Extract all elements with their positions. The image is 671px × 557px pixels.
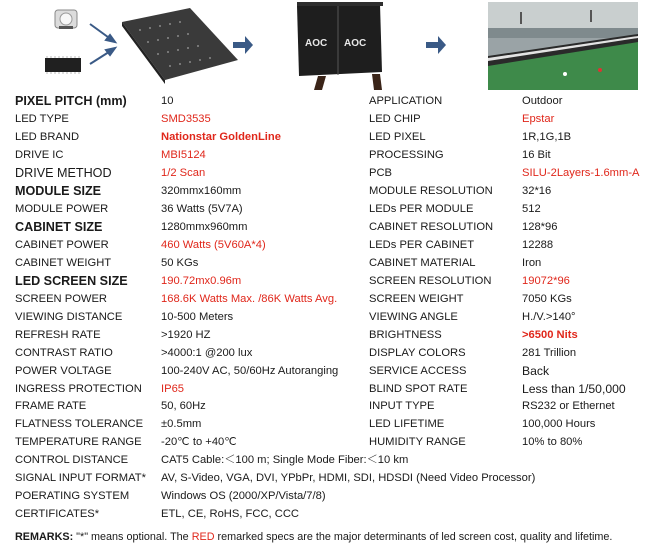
spec-value: 100,000 Hours bbox=[522, 418, 596, 431]
spec-label: LEDs PER MODULE bbox=[369, 202, 474, 215]
spec-label: PIXEL PITCH (mm) bbox=[15, 94, 127, 108]
spec-value: CAT5 Cable:＜100 m; Single Mode Fiber:＜10 km bbox=[161, 454, 409, 467]
spec-value: 190.72mx0.96m bbox=[161, 274, 242, 287]
spec-value: 128*96 bbox=[522, 220, 558, 233]
spec-value: 10-500 Meters bbox=[161, 310, 234, 323]
spec-label: SCREEN POWER bbox=[15, 292, 107, 305]
spec-value: 1R,1G,1B bbox=[522, 130, 572, 143]
spec-value: RS232 or Ethernet bbox=[522, 400, 615, 413]
spec-label: CABINET WEIGHT bbox=[15, 256, 112, 269]
spec-label: MODULE POWER bbox=[15, 202, 109, 215]
spec-label: MODULE RESOLUTION bbox=[369, 184, 493, 197]
spec-value: 16 Bit bbox=[522, 148, 551, 161]
spec-label: SCREEN RESOLUTION bbox=[369, 274, 492, 287]
spec-label: SERVICE ACCESS bbox=[369, 364, 467, 377]
remarks-note bbox=[15, 531, 612, 543]
spec-value: >1920 HZ bbox=[161, 328, 211, 341]
spec-value: Nationstar GoldenLine bbox=[161, 130, 281, 143]
spec-label: POWER VOLTAGE bbox=[15, 364, 112, 377]
spec-value: >6500 Nits bbox=[522, 328, 578, 341]
spec-value: Epstar bbox=[522, 112, 555, 125]
spec-label: APPLICATION bbox=[369, 95, 443, 107]
spec-label: LEDs PER CABINET bbox=[369, 238, 475, 251]
spec-label: VIEWING DISTANCE bbox=[15, 310, 123, 323]
spec-label: LED BRAND bbox=[15, 130, 80, 143]
spec-label: REFRESH RATE bbox=[15, 328, 101, 341]
svg-text:AOC: AOC bbox=[305, 38, 328, 49]
spec-value: 1280mmx960mm bbox=[161, 220, 248, 233]
spec-value: -20℃ to +40℃ bbox=[161, 436, 237, 449]
led-cabinet-image bbox=[297, 2, 383, 90]
spec-label: BRIGHTNESS bbox=[369, 328, 442, 341]
stadium-screen-image bbox=[488, 2, 638, 90]
spec-value: 512 bbox=[522, 202, 541, 215]
led-module-image bbox=[122, 8, 238, 84]
spec-label: SIGNAL INPUT FORMAT* bbox=[15, 472, 146, 485]
spec-value: Back bbox=[522, 363, 550, 378]
spec-label: LED SCREEN SIZE bbox=[15, 273, 128, 288]
spec-label: CONTRAST RATIO bbox=[15, 346, 113, 359]
spec-label: VIEWING ANGLE bbox=[369, 310, 458, 323]
spec-value: SILU-2Layers-1.6mm-A bbox=[522, 166, 640, 179]
spec-label: PROCESSING bbox=[369, 148, 444, 161]
spec-label: FLATNESS TOLERANCE bbox=[15, 418, 144, 431]
spec-label: POERATING SYSTEM bbox=[15, 490, 130, 503]
spec-label: FRAME RATE bbox=[15, 400, 87, 413]
spec-label: DISPLAY COLORS bbox=[369, 346, 466, 359]
spec-value: 1/2 Scan bbox=[161, 166, 206, 179]
spec-label: PCB bbox=[369, 166, 393, 179]
spec-value: 320mmx160mm bbox=[161, 184, 242, 197]
spec-value: 10% to 80% bbox=[522, 436, 583, 449]
svg-text:AOC: AOC bbox=[344, 38, 367, 49]
spec-value: 168.6K Watts Max. /86K Watts Avg. bbox=[161, 292, 338, 305]
spec-label: CABINET POWER bbox=[15, 238, 109, 251]
spec-label: CABINET MATERIAL bbox=[369, 256, 476, 269]
spec-label: LED TYPE bbox=[15, 112, 69, 125]
remarks-text-2: remarked specs are the major determinants of led screen cost, quality and lifetime. bbox=[214, 531, 613, 543]
spec-label: INGRESS PROTECTION bbox=[15, 382, 142, 395]
spec-value: 281 Trillion bbox=[522, 346, 577, 359]
spec-label: SCREEN WEIGHT bbox=[369, 292, 464, 305]
spec-label: DRIVE METHOD bbox=[15, 165, 112, 180]
spec-value: 32*16 bbox=[522, 184, 552, 197]
spec-label: CONTROL DISTANCE bbox=[15, 454, 129, 467]
product-images bbox=[0, 0, 671, 92]
remarks-lead: REMARKS: bbox=[15, 531, 74, 543]
spec-label: INPUT TYPE bbox=[369, 400, 435, 413]
arrow-right-icon bbox=[426, 36, 446, 54]
spec-value: Iron bbox=[522, 256, 542, 269]
spec-value: Less than 1/50,000 bbox=[522, 381, 626, 396]
spec-label: HUMIDITY RANGE bbox=[369, 436, 466, 449]
spec-value: 19072*96 bbox=[522, 274, 570, 287]
spec-value: 10 bbox=[161, 95, 174, 107]
spec-label: CABINET RESOLUTION bbox=[369, 220, 494, 233]
spec-value: ±0.5mm bbox=[161, 418, 202, 431]
arrow-icons bbox=[90, 24, 115, 64]
led-chip-image bbox=[55, 10, 77, 29]
spec-value: 460 Watts (5V60A*4) bbox=[161, 238, 266, 251]
spec-value: MBI5124 bbox=[161, 148, 206, 161]
spec-value: ETL, CE, RoHS, FCC, CCC bbox=[161, 508, 299, 521]
remarks-text-1: "*" means optional. The bbox=[73, 531, 192, 543]
spec-value: 36 Watts (5V7A) bbox=[161, 202, 243, 215]
spec-label: LED CHIP bbox=[369, 112, 421, 125]
spec-value: Outdoor bbox=[522, 95, 563, 107]
spec-value: AV, S-Video, VGA, DVI, YPbPr, HDMI, SDI, HDSDI (Need Video Processor) bbox=[161, 472, 536, 485]
spec-value: 12288 bbox=[522, 238, 554, 251]
spec-value: IP65 bbox=[161, 382, 185, 395]
spec-value: 50 KGs bbox=[161, 256, 199, 269]
spec-label: MODULE SIZE bbox=[15, 183, 102, 198]
spec-value: 7050 KGs bbox=[522, 292, 572, 305]
spec-value: 100-240V AC, 50/60Hz Autoranging bbox=[161, 364, 339, 377]
spec-label: LED PIXEL bbox=[369, 130, 426, 143]
spec-label: CERTIFICATES* bbox=[15, 508, 100, 521]
spec-label: LED LIFETIME bbox=[369, 418, 445, 431]
spec-value: H./V.>140° bbox=[522, 310, 576, 323]
spec-value: Windows OS (2000/XP/Vista/7/8) bbox=[161, 490, 326, 503]
spec-value: 50, 60Hz bbox=[161, 400, 206, 413]
spec-label: TEMPERATURE RANGE bbox=[15, 436, 142, 449]
remarks-red-word: RED bbox=[191, 531, 215, 543]
spec-value: >4000:1 @200 lux bbox=[161, 346, 253, 359]
product-image-strip bbox=[0, 0, 671, 92]
spec-label: CABINET SIZE bbox=[15, 219, 103, 234]
arrow-right-icon bbox=[233, 36, 253, 54]
driver-ic-image bbox=[45, 56, 81, 74]
spec-value: SMD3535 bbox=[161, 112, 211, 125]
spec-label: DRIVE IC bbox=[15, 148, 64, 161]
spec-label: BLIND SPOT RATE bbox=[369, 382, 468, 395]
